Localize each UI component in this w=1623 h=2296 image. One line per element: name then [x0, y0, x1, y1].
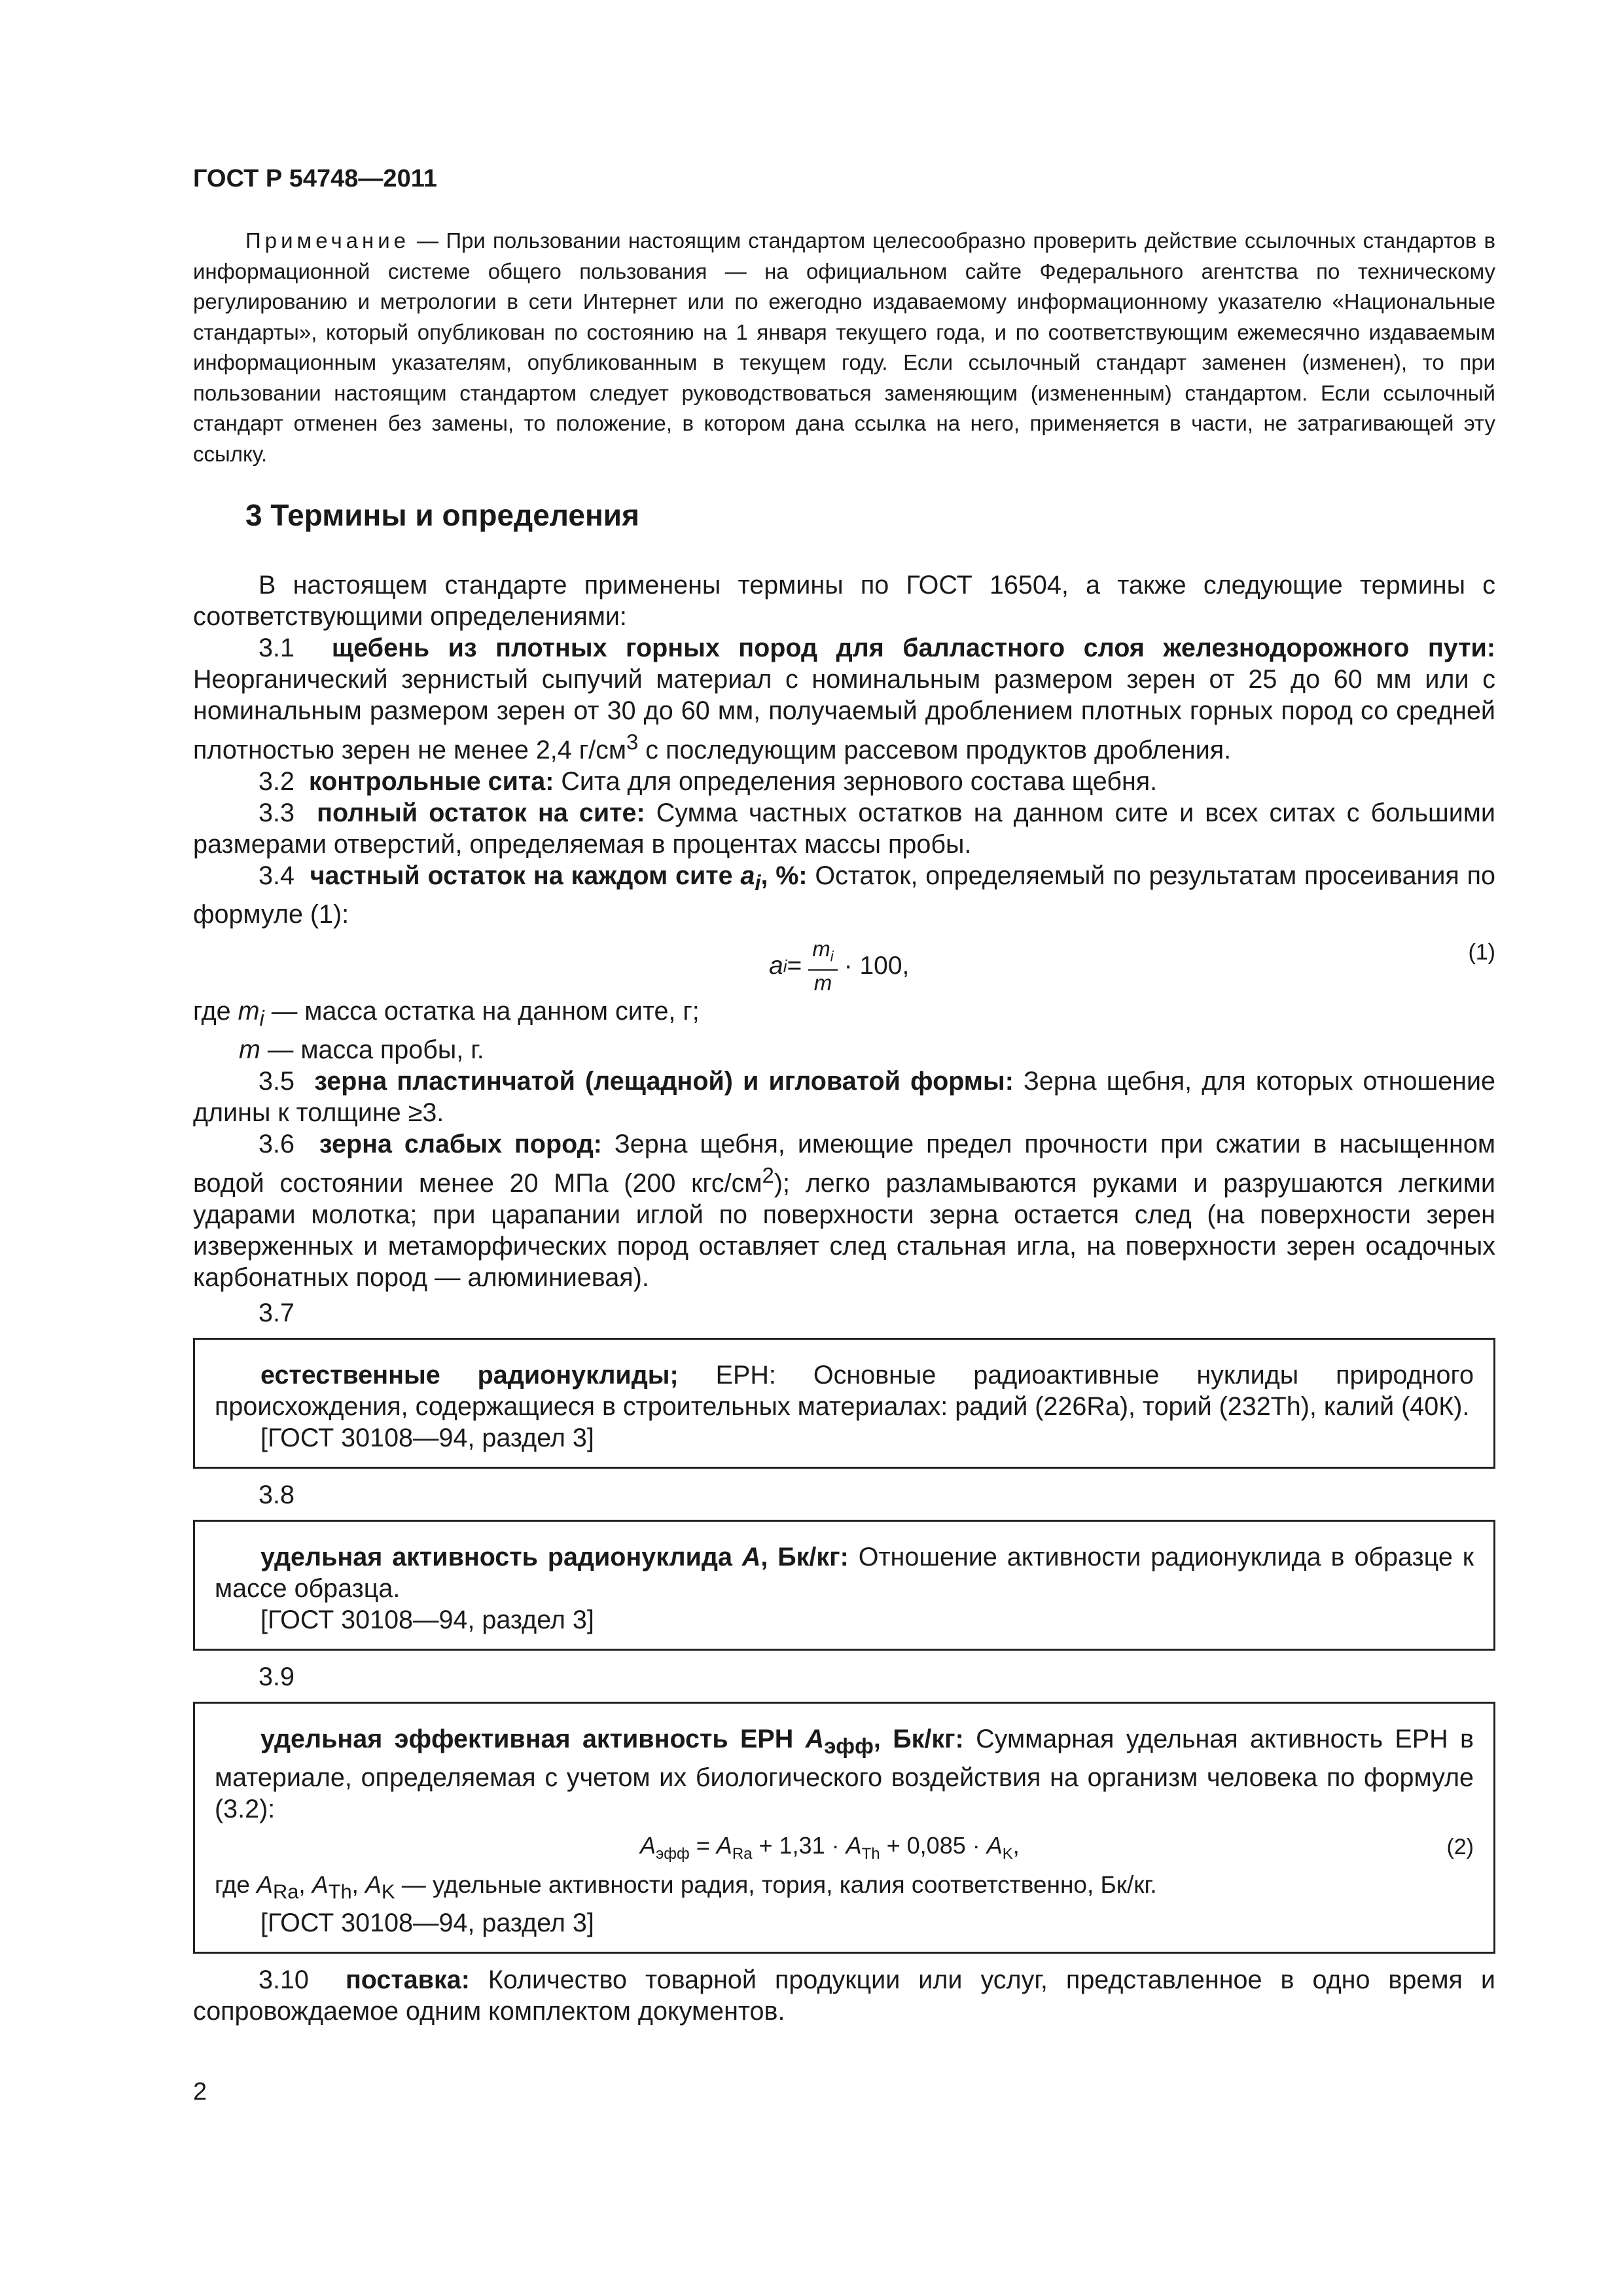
term-number: 3.5	[259, 1066, 294, 1096]
document-header: ГОСТ Р 54748—2011	[193, 165, 437, 192]
note-label: Примечание	[245, 228, 410, 253]
term-number: 3.6	[259, 1129, 294, 1158]
fraction: $\frac{m_i}{m}$	[808, 937, 837, 996]
term-name: полный остаток на сите:	[317, 798, 645, 828]
term-reference: [ГОСТ 30108—94, раздел 3]	[260, 1424, 594, 1453]
term-definition: Суммарная удельная активность ЕРН в материале, определяемая с учетом их биологического воздействия на организм человека по формуле (3.2):	[215, 1725, 1474, 1823]
term-definition: Остаток, определяемый по результатам просеивания по формуле (1):	[193, 861, 1495, 929]
term-3-3	[193, 797, 1495, 860]
section-title: 3 Термины и определения	[245, 498, 639, 532]
term-number: 3.4	[259, 861, 294, 891]
term-definition-end: с последующим рассевом продуктов дробления.	[638, 736, 1232, 765]
term-reference: [ГОСТ 30108—94, раздел 3]	[260, 1909, 594, 1938]
term-3-2	[193, 766, 1495, 797]
term-3-9-box	[193, 1702, 1495, 1954]
where-line-2: m — масса пробы, г.	[239, 1035, 484, 1064]
term-3-5	[193, 1066, 1495, 1128]
term-3-8-number: 3.8	[259, 1480, 294, 1510]
term-3-7-box	[193, 1338, 1495, 1469]
equation-number: (2)	[1446, 1834, 1474, 1859]
term-definition: Зерна щебня, имеющие предел прочности при сжатии в насыщенном водой состоянии менее 20 МПа (200 кгс/см	[193, 1129, 1496, 1198]
term-3-7-number: 3.7	[259, 1299, 294, 1328]
intro-paragraph: В настоящем стандарте применены термины по ГОСТ 16504, а также следующие термины с соответствующими определениями:	[193, 571, 1495, 631]
formula-lhs: a	[769, 951, 783, 980]
term-definition: Неорганический зернистый сыпучий материал с номинальным размером зерен от 25 до 60 мм или с номинальным размером зерен от 30 до 60 мм, получаемый дроблением плотных горных пород со средней плотностью зерен не менее 2,4 г/см	[193, 665, 1495, 765]
terms-body	[193, 569, 1495, 2027]
note-text: — При пользовании настоящим стандартом целесообразно проверить действие ссылочных стандартов в информационной системе общего пользования — на официальном сайте Федерального агентства по техническому регулированию и метрологии в сети Интернет или по ежегодно издаваемому информационному указателю «Национальные стандарты», который опубликован по состоянию на 1 января текущего года, и по соответствующим ежемесячно издаваемым информационным указателям, опубликованным в текущем году. Если ссылочный стандарт заменен (изменен), то при пользовании настоящим стандартом следует руководствоваться заменяющим (измененным) стандартом. Если ссылочный стандарт отменен без замены, то положение, в котором дана ссылка на него, применяется в части, не затрагивающей эту ссылку.	[193, 228, 1495, 466]
term-3-6: 3.6 зерна слабых пород: Зерна щебня, имеющие предел прочности при сжатии в насыщенном водой состоянии менее 20 МПа (200 кгс/$см^2$); легко разламываются руками и разрушаются легкими ударами молотка; при царапании иглой по поверхности зерна остается след (на поверхности зерен изверженных и метаморфических пород оставляет след стальная игла, на поверхности зерен осадочных карбонатных пород — алюминиевая).	[193, 1129, 1496, 1293]
term-name: частный остаток на каждом сите $a_i$, %:	[310, 861, 808, 895]
term-definition: Зерна щебня, для которых отношение длины к толщине ≥3.	[193, 1066, 1496, 1127]
term-name: зерна слабых пород:	[319, 1129, 602, 1158]
term-name: удельная эффективная активность ЕРН $A_{эфф}$, Бк/кг:	[260, 1725, 964, 1758]
term-3-4	[193, 860, 1495, 930]
term-number: 3.2	[259, 767, 294, 797]
superscript: 3	[626, 730, 639, 754]
term-definition: Отношение активности радионуклида в образце к массе образца.	[215, 1543, 1474, 1604]
term-definition: Количество товарной продукции или услуг, представленное в одно время и сопровождаемое одним комплектом документов.	[193, 1965, 1495, 2026]
where-line-1: где $m_i$ — масса остатка на данном сите, г;	[193, 997, 700, 1030]
term-definition: Сита для определения зернового состава щебня.	[554, 767, 1158, 797]
formula-2: $A_{эфф} = A_{Ra} + 1,31 \cdot A_{Th} + 0,085 \cdot A_K$, (2)	[640, 1831, 1474, 1863]
term-name: щебень из плотных горных пород для балластного слоя железнодорожного пути:	[331, 634, 1495, 662]
term-3-1	[193, 632, 1495, 766]
term-3-8-box	[193, 1520, 1495, 1651]
note-paragraph	[193, 226, 1495, 469]
term-definition: ЕРН: Основные радиоактивные нуклиды природного происхождения, содержащиеся в строительных материалах: радий (226Ra), торий (232Th), калий (40К).	[215, 1361, 1474, 1422]
term-name: контрольные сита:	[308, 767, 554, 797]
term-number: 3.10	[259, 1965, 309, 1995]
term-3-10	[193, 1964, 1495, 2027]
term-name: удельная активность радионуклида A, Бк/кг:	[260, 1543, 849, 1572]
term-3-9-number: 3.9	[259, 1662, 294, 1692]
term-number: 3.1	[259, 634, 294, 662]
term-reference: [ГОСТ 30108—94, раздел 3]	[260, 1605, 594, 1635]
equation-number: (1)	[1468, 940, 1495, 965]
term-name: зерна пластинчатой (лещадной) и игловатой формы:	[314, 1066, 1014, 1096]
term-number: 3.3	[259, 798, 294, 828]
where-line-3: где $A_{Ra}$, $A_{Th}$, $A_K$ — удельные активности радия, тория, калия соответственно, Бк/кг.	[215, 1871, 1157, 1903]
page-number: 2	[193, 2078, 207, 2106]
term-name: естественные радионуклиды;	[260, 1361, 679, 1390]
term-name: поставка:	[345, 1965, 470, 1995]
formula-1: a i = $\frac{m_i}{m}$ · 100, (1)	[769, 937, 1495, 995]
term-definition: Сумма частных остатков на данном сите и всех ситах с большими размерами отверстий, определяемая в процентах массы пробы.	[193, 798, 1495, 859]
